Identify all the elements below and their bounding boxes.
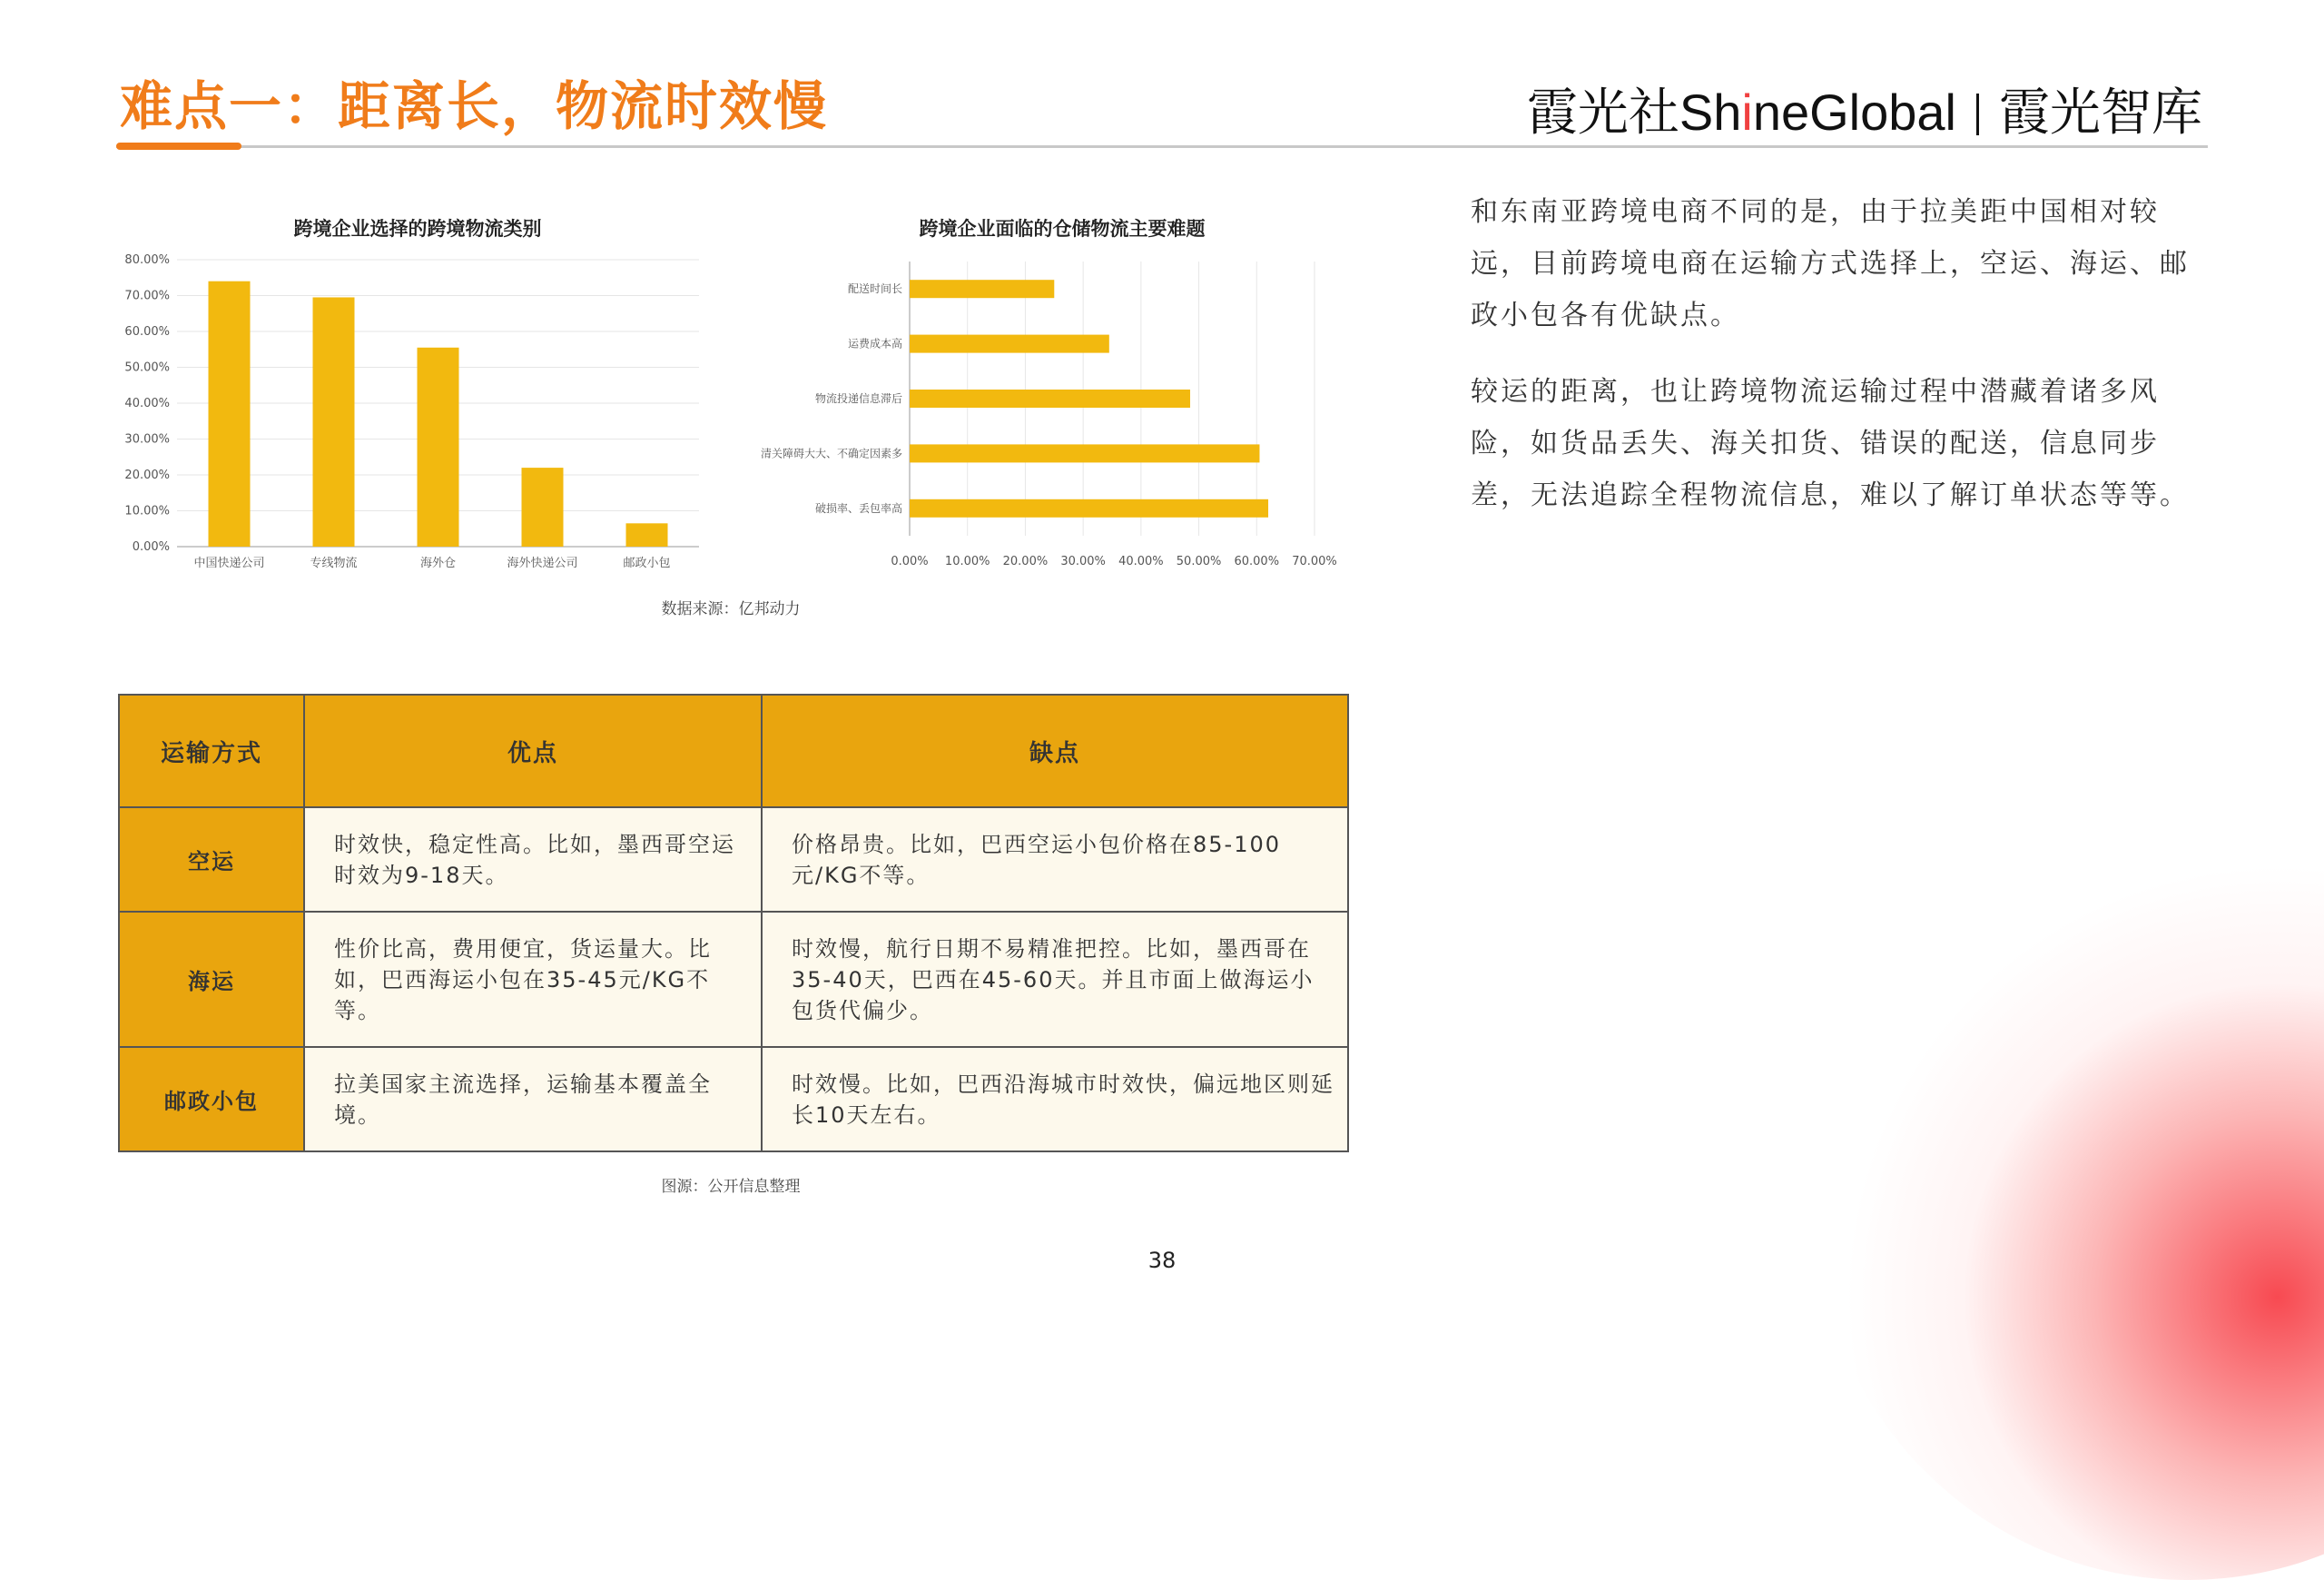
row-pros: 时效快，稳定性高。比如，墨西哥空运时效为9-18天。 <box>304 807 762 912</box>
header-accent-bar <box>116 143 241 150</box>
brand-cn-name: 霞光社 <box>1526 84 1679 143</box>
brand-en-part2: neGlobal <box>1752 84 1956 141</box>
x-tick-label: 中国快递公司 <box>193 557 265 570</box>
y-tick-label: 40.00% <box>124 397 170 410</box>
x-tick-label: 0.00% <box>891 555 929 568</box>
row-cons: 时效慢，航行日期不易精准把控。比如，墨西哥在35-40天，巴西在45-60天。并且市面上做海运小包货代偏少。 <box>762 912 1348 1047</box>
row-pros: 拉美国家主流选择，运输基本覆盖全境。 <box>304 1047 762 1151</box>
y-tick-label: 物流投递信息滞后 <box>814 392 902 405</box>
header-divider <box>116 145 2208 148</box>
row-cons: 价格昂贵。比如，巴西空运小包价格在85-100元/KG不等。 <box>762 807 1348 912</box>
paragraph-1: 和东南亚跨境电商不同的是，由于拉美距中国相对较远，目前跨境电商在运输方式选择上，空运、海运、邮政小包各有优缺点。 <box>1471 196 2190 331</box>
row-pros: 性价比高，费用便宜，货运量大。比如，巴西海运小包在35-45元/KG不等。 <box>304 912 762 1047</box>
y-tick-label: 70.00% <box>124 289 170 303</box>
table-header-row <box>119 695 1348 807</box>
bar <box>910 280 1054 298</box>
brand-logo <box>1527 73 2202 145</box>
y-tick-label: 20.00% <box>124 469 170 482</box>
row-cons: 时效慢。比如，巴西沿海城市时效快，偏远地区则延长10天左右。 <box>762 1047 1348 1151</box>
chart-source: 数据来源：亿邦动力 <box>661 600 801 618</box>
x-tick-label: 邮政小包 <box>623 557 671 570</box>
corner-decoration <box>1816 835 2324 1580</box>
brand-think-tank: 霞光智库 <box>1999 84 2202 143</box>
table-row <box>119 807 1348 912</box>
y-tick-label: 0.00% <box>132 540 170 554</box>
x-tick-label: 50.00% <box>1176 555 1222 568</box>
table-source: 图源：公开信息整理 <box>661 1178 801 1196</box>
chart2-title: 跨境企业面临的仓储物流主要难题 <box>919 218 1206 240</box>
body-text <box>1471 186 2197 546</box>
x-tick-label: 40.00% <box>1118 555 1164 568</box>
bar <box>313 297 355 547</box>
x-tick-label: 70.00% <box>1292 555 1337 568</box>
y-tick-label: 30.00% <box>124 432 170 447</box>
row-mode: 海运 <box>119 912 304 1047</box>
y-tick-label: 破损率、丢包率高 <box>814 501 902 515</box>
y-tick-label: 60.00% <box>124 325 170 339</box>
x-tick-label: 海外仓 <box>419 557 457 570</box>
x-tick-label: 海外快递公司 <box>507 557 578 570</box>
bar <box>910 444 1259 462</box>
brand-separator <box>1976 94 1979 135</box>
bar <box>910 335 1109 353</box>
header-cons: 缺点 <box>762 695 1348 807</box>
y-tick-label: 80.00% <box>124 253 170 267</box>
x-tick-label: 专线物流 <box>310 557 358 570</box>
chart1-vertical-bar <box>118 245 717 581</box>
x-tick-label: 10.00% <box>944 555 990 568</box>
x-tick-label: 30.00% <box>1060 555 1106 568</box>
brand-en-i: i <box>1741 84 1753 141</box>
chart2-horizontal-bar <box>708 254 1362 581</box>
y-tick-label: 配送时间长 <box>847 282 902 296</box>
y-tick-label: 50.00% <box>124 360 170 375</box>
header-pros: 优点 <box>304 695 762 807</box>
table-row <box>119 1047 1348 1151</box>
bar <box>910 390 1190 408</box>
bar <box>910 499 1268 518</box>
comparison-table <box>118 694 1349 1152</box>
header-mode: 运输方式 <box>119 695 304 807</box>
brand-en-part1: Sh <box>1679 84 1742 141</box>
y-tick-label: 清关障碍大大、不确定因素多 <box>760 447 902 460</box>
table-row <box>119 912 1348 1047</box>
bar <box>522 468 564 547</box>
x-tick-label: 20.00% <box>1002 555 1049 568</box>
x-tick-label: 60.00% <box>1234 555 1280 568</box>
paragraph-2: 较运的距离，也让跨境物流运输过程中潜藏着诸多风险，如货品丢失、海关扣货、错误的配送，信息同步差，无法追踪全程物流信息，难以了解订单状态等等。 <box>1471 376 2190 511</box>
row-mode: 邮政小包 <box>119 1047 304 1151</box>
page-title: 难点一：距离长，物流时效慢 <box>120 75 829 137</box>
row-mode: 空运 <box>119 807 304 912</box>
bar <box>626 523 668 547</box>
page-number: 38 <box>1147 1248 1177 1273</box>
chart1-title: 跨境企业选择的跨境物流类别 <box>293 218 542 240</box>
y-tick-label: 10.00% <box>124 504 170 518</box>
bar <box>209 281 251 547</box>
bar <box>418 348 459 547</box>
y-tick-label: 运费成本高 <box>847 337 902 351</box>
